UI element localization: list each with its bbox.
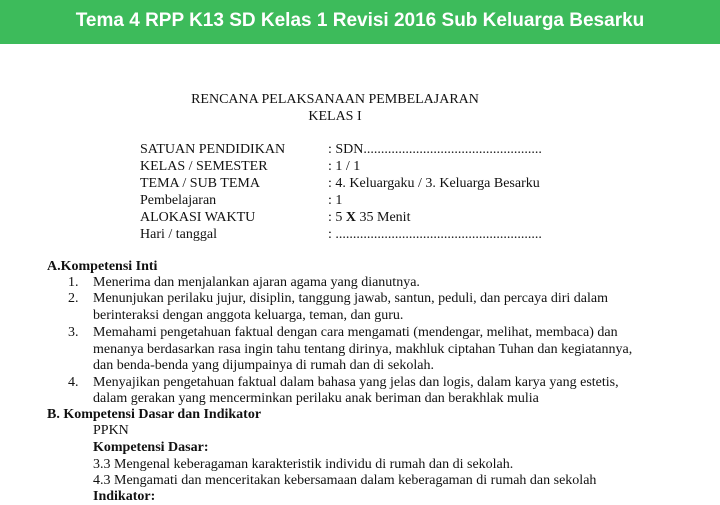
identity-label: Pembelajaran [140,193,217,208]
identity-label: KELAS / SEMESTER [140,159,268,174]
list-item-text: dalam gerakan yang mencerminkan perilaku anak beriman dan berakhlak mulia [93,391,539,406]
identity-value: : 1 [328,193,343,208]
banner-title: Tema 4 RPP K13 SD Kelas 1 Revisi 2016 Sub Keluarga Besarku [75,10,645,31]
list-item-text: Menunjukan perilaku jujur, disiplin, tanggung jawab, santun, peduli, dan percaya diri dalam [93,291,608,306]
list-number: 2. [68,291,79,306]
identity-value: : 5 X 35 Menit [328,210,411,225]
identity-label: TEMA / SUB TEMA [140,176,260,191]
list-number: 1. [68,275,79,290]
subject-label: PPKN [93,423,129,438]
list-number: 4. [68,375,79,390]
list-item-text: Menyajikan pengetahuan faktual dalam bahasa yang jelas dan logis, dalam karya yang estetis, [93,375,619,390]
list-item-text: Menerima dan menjalankan ajaran agama yang dianutnya. [93,275,420,290]
identity-value: : 1 / 1 [328,159,361,174]
identity-label: Hari / tanggal [140,227,217,242]
kd-item: 3.3 Mengenal keberagaman karakteristik individu di rumah dan di sekolah. [93,457,514,472]
identity-value: : SDN................................................... [328,142,542,157]
identity-label: ALOKASI WAKTU [140,210,256,225]
doc-title: RENCANA PELAKSANAAN PEMBELAJARAN [191,92,479,107]
identity-label: SATUAN PENDIDIKAN [140,142,286,157]
list-number: 3. [68,325,79,340]
document-page [0,44,720,504]
list-item-text: berinteraksi dengan anggota keluarga, teman, dan guru. [93,308,404,323]
identity-value: : 4. Keluargaku / 3. Keluarga Besarku [328,176,540,191]
title-banner [0,0,720,44]
section-a-heading: A.Kompetensi Inti [47,259,158,274]
doc-subtitle: KELAS I [308,109,362,124]
list-item-text: Memahami pengetahuan faktual dengan cara mengamati (mendengar, melihat, membaca) dan [93,325,618,340]
indicator-heading: Indikator: [93,489,156,504]
section-b-heading: B. Kompetensi Dasar dan Indikator [47,407,262,422]
identity-value: : ........................................................... [328,227,542,242]
kd-heading: Kompetensi Dasar: [93,440,209,455]
kd-item: 4.3 Mengamati dan menceritakan kebersamaan dalam keberagaman di rumah dan sekolah [93,473,597,488]
list-item-text: menanya berdasarkan rasa ingin tahu tentang dirinya, makhluk ciptahan Tuhan dan kegiatannya, [93,342,633,357]
list-item-text: dan benda-benda yang dijumpainya di rumah dan di sekolah. [93,358,434,373]
